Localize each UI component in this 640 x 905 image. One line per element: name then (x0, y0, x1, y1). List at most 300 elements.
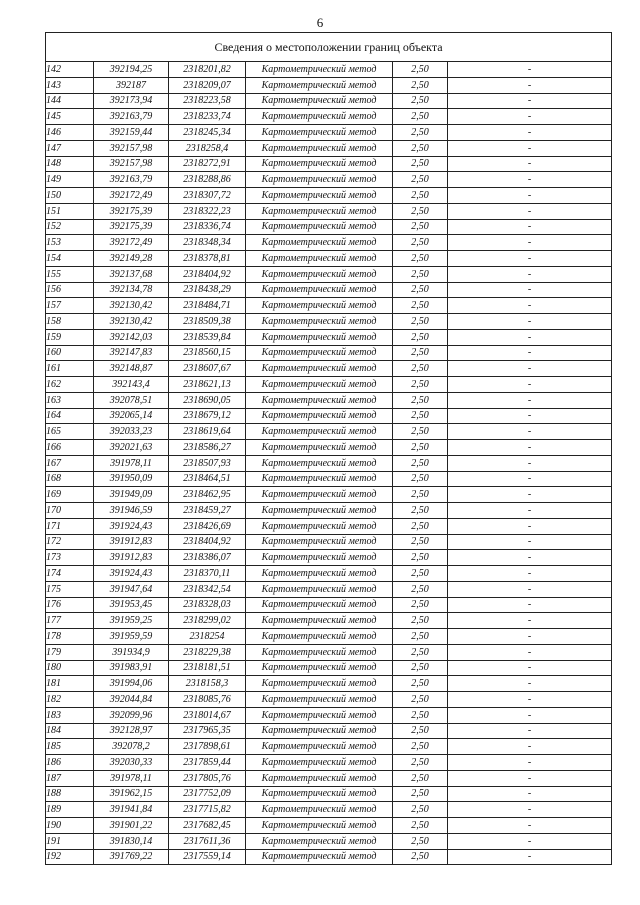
y-coordinate-cell: 2318378,81 (169, 251, 246, 267)
point-number-cell: 189 (46, 802, 94, 818)
accuracy-cell: 2,50 (393, 345, 448, 361)
accuracy-cell: 2,50 (393, 62, 448, 78)
y-coordinate-cell: 2318223,58 (169, 93, 246, 109)
method-cell: Картометрический метод (246, 692, 393, 708)
method-cell: Картометрический метод (246, 739, 393, 755)
y-coordinate-cell: 2318085,76 (169, 692, 246, 708)
description-cell: - (448, 739, 612, 755)
description-cell: - (448, 329, 612, 345)
method-cell: Картометрический метод (246, 644, 393, 660)
point-number-cell: 166 (46, 440, 94, 456)
x-coordinate-cell: 392194,25 (94, 62, 169, 78)
table-row (46, 660, 612, 676)
x-coordinate-cell: 392159,44 (94, 125, 169, 141)
accuracy-cell: 2,50 (393, 723, 448, 739)
x-coordinate-cell: 391959,59 (94, 629, 169, 645)
table-row (46, 833, 612, 849)
method-cell: Картометрический метод (246, 424, 393, 440)
method-cell: Картометрический метод (246, 849, 393, 865)
x-coordinate-cell: 391994,06 (94, 676, 169, 692)
method-cell: Картометрический метод (246, 581, 393, 597)
y-coordinate-cell: 2318158,3 (169, 676, 246, 692)
x-coordinate-cell: 392078,2 (94, 739, 169, 755)
description-cell: - (448, 219, 612, 235)
point-number-cell: 144 (46, 93, 94, 109)
accuracy-cell: 2,50 (393, 786, 448, 802)
x-coordinate-cell: 392078,51 (94, 392, 169, 408)
x-coordinate-cell: 391962,15 (94, 786, 169, 802)
point-number-cell: 152 (46, 219, 94, 235)
accuracy-cell: 2,50 (393, 629, 448, 645)
table-row (46, 802, 612, 818)
accuracy-cell: 2,50 (393, 125, 448, 141)
method-cell: Картометрический метод (246, 471, 393, 487)
point-number-cell: 151 (46, 203, 94, 219)
accuracy-cell: 2,50 (393, 534, 448, 550)
point-number-cell: 188 (46, 786, 94, 802)
x-coordinate-cell: 391901,22 (94, 818, 169, 834)
table-row (46, 77, 612, 93)
accuracy-cell: 2,50 (393, 550, 448, 566)
method-cell: Картометрический метод (246, 314, 393, 330)
point-number-cell: 183 (46, 707, 94, 723)
description-cell: - (448, 503, 612, 519)
table-row (46, 471, 612, 487)
y-coordinate-cell: 2317715,82 (169, 802, 246, 818)
method-cell: Картометрический метод (246, 613, 393, 629)
table-row (46, 503, 612, 519)
point-number-cell: 172 (46, 534, 94, 550)
method-cell: Картометрический метод (246, 503, 393, 519)
method-cell: Картометрический метод (246, 172, 393, 188)
method-cell: Картометрический метод (246, 660, 393, 676)
y-coordinate-cell: 2318229,38 (169, 644, 246, 660)
accuracy-cell: 2,50 (393, 613, 448, 629)
method-cell: Картометрический метод (246, 125, 393, 141)
x-coordinate-cell: 392157,98 (94, 140, 169, 156)
description-cell: - (448, 188, 612, 204)
description-cell: - (448, 424, 612, 440)
table-row (46, 739, 612, 755)
y-coordinate-cell: 2318560,15 (169, 345, 246, 361)
y-coordinate-cell: 2318404,92 (169, 266, 246, 282)
table-row (46, 93, 612, 109)
point-number-cell: 179 (46, 644, 94, 660)
y-coordinate-cell: 2318386,07 (169, 550, 246, 566)
x-coordinate-cell: 392130,42 (94, 298, 169, 314)
point-number-cell: 145 (46, 109, 94, 125)
table-row (46, 329, 612, 345)
accuracy-cell: 2,50 (393, 644, 448, 660)
accuracy-cell: 2,50 (393, 707, 448, 723)
y-coordinate-cell: 2318586,27 (169, 440, 246, 456)
method-cell: Картометрический метод (246, 440, 393, 456)
point-number-cell: 180 (46, 660, 94, 676)
description-cell: - (448, 581, 612, 597)
x-coordinate-cell: 392099,96 (94, 707, 169, 723)
x-coordinate-cell: 392173,94 (94, 93, 169, 109)
accuracy-cell: 2,50 (393, 140, 448, 156)
table-row (46, 613, 612, 629)
point-number-cell: 185 (46, 739, 94, 755)
description-cell: - (448, 597, 612, 613)
description-cell: - (448, 818, 612, 834)
method-cell: Картометрический метод (246, 392, 393, 408)
description-cell: - (448, 266, 612, 282)
point-number-cell: 175 (46, 581, 94, 597)
accuracy-cell: 2,50 (393, 377, 448, 393)
table-row (46, 266, 612, 282)
description-cell: - (448, 518, 612, 534)
description-cell: - (448, 802, 612, 818)
x-coordinate-cell: 392172,49 (94, 188, 169, 204)
table-row (46, 487, 612, 503)
x-coordinate-cell: 391978,11 (94, 770, 169, 786)
y-coordinate-cell: 2318679,12 (169, 408, 246, 424)
y-coordinate-cell: 2317559,14 (169, 849, 246, 865)
point-number-cell: 149 (46, 172, 94, 188)
table-row (46, 172, 612, 188)
accuracy-cell: 2,50 (393, 156, 448, 172)
point-number-cell: 160 (46, 345, 94, 361)
point-number-cell: 156 (46, 282, 94, 298)
x-coordinate-cell: 391953,45 (94, 597, 169, 613)
y-coordinate-cell: 2318336,74 (169, 219, 246, 235)
y-coordinate-cell: 2318370,11 (169, 566, 246, 582)
y-coordinate-cell: 2318690,05 (169, 392, 246, 408)
point-number-cell: 182 (46, 692, 94, 708)
table-row (46, 361, 612, 377)
accuracy-cell: 2,50 (393, 770, 448, 786)
description-cell: - (448, 644, 612, 660)
point-number-cell: 186 (46, 755, 94, 771)
table-row (46, 109, 612, 125)
accuracy-cell: 2,50 (393, 361, 448, 377)
y-coordinate-cell: 2318619,64 (169, 424, 246, 440)
table-row (46, 298, 612, 314)
description-cell: - (448, 314, 612, 330)
point-number-cell: 167 (46, 455, 94, 471)
description-cell: - (448, 849, 612, 865)
accuracy-cell: 2,50 (393, 282, 448, 298)
table-row (46, 424, 612, 440)
point-number-cell: 176 (46, 597, 94, 613)
method-cell: Картометрический метод (246, 597, 393, 613)
table-row (46, 629, 612, 645)
description-cell: - (448, 235, 612, 251)
accuracy-cell: 2,50 (393, 440, 448, 456)
table-row (46, 125, 612, 141)
y-coordinate-cell: 2317859,44 (169, 755, 246, 771)
point-number-cell: 170 (46, 503, 94, 519)
x-coordinate-cell: 391946,59 (94, 503, 169, 519)
y-coordinate-cell: 2318426,69 (169, 518, 246, 534)
method-cell: Картометрический метод (246, 833, 393, 849)
description-cell: - (448, 251, 612, 267)
description-cell: - (448, 345, 612, 361)
y-coordinate-cell: 2318348,34 (169, 235, 246, 251)
accuracy-cell: 2,50 (393, 566, 448, 582)
accuracy-cell: 2,50 (393, 660, 448, 676)
y-coordinate-cell: 2318209,07 (169, 77, 246, 93)
table-row (46, 692, 612, 708)
method-cell: Картометрический метод (246, 566, 393, 582)
method-cell: Картометрический метод (246, 156, 393, 172)
x-coordinate-cell: 392142,03 (94, 329, 169, 345)
y-coordinate-cell: 2318328,03 (169, 597, 246, 613)
section-title: Сведения о местоположении границ объекта (46, 33, 612, 62)
x-coordinate-cell: 392172,49 (94, 235, 169, 251)
y-coordinate-cell: 2317611,36 (169, 833, 246, 849)
table-row (46, 282, 612, 298)
y-coordinate-cell: 2318607,67 (169, 361, 246, 377)
point-number-cell: 181 (46, 676, 94, 692)
point-number-cell: 153 (46, 235, 94, 251)
point-number-cell: 187 (46, 770, 94, 786)
method-cell: Картометрический метод (246, 62, 393, 78)
method-cell: Картометрический метод (246, 676, 393, 692)
method-cell: Картометрический метод (246, 534, 393, 550)
x-coordinate-cell: 392137,68 (94, 266, 169, 282)
accuracy-cell: 2,50 (393, 172, 448, 188)
description-cell: - (448, 298, 612, 314)
point-number-cell: 162 (46, 377, 94, 393)
y-coordinate-cell: 2318233,74 (169, 109, 246, 125)
method-cell: Картометрический метод (246, 140, 393, 156)
x-coordinate-cell: 392149,28 (94, 251, 169, 267)
y-coordinate-cell: 2318272,91 (169, 156, 246, 172)
description-cell: - (448, 109, 612, 125)
description-cell: - (448, 692, 612, 708)
x-coordinate-cell: 392044,84 (94, 692, 169, 708)
table-row (46, 534, 612, 550)
point-number-cell: 177 (46, 613, 94, 629)
description-cell: - (448, 172, 612, 188)
point-number-cell: 173 (46, 550, 94, 566)
x-coordinate-cell: 391983,91 (94, 660, 169, 676)
description-cell: - (448, 455, 612, 471)
accuracy-cell: 2,50 (393, 818, 448, 834)
table-row (46, 408, 612, 424)
description-cell: - (448, 534, 612, 550)
point-number-cell: 164 (46, 408, 94, 424)
method-cell: Картометрический метод (246, 109, 393, 125)
y-coordinate-cell: 2318201,82 (169, 62, 246, 78)
accuracy-cell: 2,50 (393, 77, 448, 93)
table-row (46, 755, 612, 771)
point-number-cell: 190 (46, 818, 94, 834)
accuracy-cell: 2,50 (393, 471, 448, 487)
table-row (46, 723, 612, 739)
method-cell: Картометрический метод (246, 282, 393, 298)
x-coordinate-cell: 392187 (94, 77, 169, 93)
x-coordinate-cell: 392021,63 (94, 440, 169, 456)
description-cell: - (448, 77, 612, 93)
accuracy-cell: 2,50 (393, 487, 448, 503)
accuracy-cell: 2,50 (393, 93, 448, 109)
table-row (46, 644, 612, 660)
x-coordinate-cell: 392163,79 (94, 172, 169, 188)
y-coordinate-cell: 2318254 (169, 629, 246, 645)
point-number-cell: 150 (46, 188, 94, 204)
y-coordinate-cell: 2318014,67 (169, 707, 246, 723)
method-cell: Картометрический метод (246, 298, 393, 314)
point-number-cell: 184 (46, 723, 94, 739)
point-number-cell: 191 (46, 833, 94, 849)
point-number-cell: 169 (46, 487, 94, 503)
x-coordinate-cell: 392065,14 (94, 408, 169, 424)
table-row (46, 440, 612, 456)
method-cell: Картометрический метод (246, 77, 393, 93)
y-coordinate-cell: 2318342,54 (169, 581, 246, 597)
x-coordinate-cell: 392033,23 (94, 424, 169, 440)
accuracy-cell: 2,50 (393, 266, 448, 282)
method-cell: Картометрический метод (246, 188, 393, 204)
description-cell: - (448, 550, 612, 566)
y-coordinate-cell: 2318181,51 (169, 660, 246, 676)
table-row (46, 235, 612, 251)
description-cell: - (448, 566, 612, 582)
x-coordinate-cell: 391978,11 (94, 455, 169, 471)
accuracy-cell: 2,50 (393, 849, 448, 865)
table-row (46, 518, 612, 534)
table-row (46, 392, 612, 408)
description-cell: - (448, 487, 612, 503)
y-coordinate-cell: 2317898,61 (169, 739, 246, 755)
method-cell: Картометрический метод (246, 203, 393, 219)
x-coordinate-cell: 391912,83 (94, 534, 169, 550)
accuracy-cell: 2,50 (393, 455, 448, 471)
accuracy-cell: 2,50 (393, 833, 448, 849)
y-coordinate-cell: 2318539,84 (169, 329, 246, 345)
method-cell: Картометрический метод (246, 455, 393, 471)
y-coordinate-cell: 2318509,38 (169, 314, 246, 330)
description-cell: - (448, 282, 612, 298)
description-cell: - (448, 723, 612, 739)
x-coordinate-cell: 391934,9 (94, 644, 169, 660)
method-cell: Картометрический метод (246, 361, 393, 377)
table-row (46, 566, 612, 582)
x-coordinate-cell: 391941,84 (94, 802, 169, 818)
y-coordinate-cell: 2317752,09 (169, 786, 246, 802)
point-number-cell: 163 (46, 392, 94, 408)
description-cell: - (448, 140, 612, 156)
method-cell: Картометрический метод (246, 93, 393, 109)
accuracy-cell: 2,50 (393, 755, 448, 771)
table-row (46, 597, 612, 613)
description-cell: - (448, 408, 612, 424)
method-cell: Картометрический метод (246, 377, 393, 393)
table-row (46, 550, 612, 566)
point-number-cell: 161 (46, 361, 94, 377)
description-cell: - (448, 770, 612, 786)
method-cell: Картометрический метод (246, 408, 393, 424)
method-cell: Картометрический метод (246, 219, 393, 235)
y-coordinate-cell: 2318484,71 (169, 298, 246, 314)
x-coordinate-cell: 391769,22 (94, 849, 169, 865)
accuracy-cell: 2,50 (393, 802, 448, 818)
accuracy-cell: 2,50 (393, 188, 448, 204)
x-coordinate-cell: 391949,09 (94, 487, 169, 503)
table-row (46, 219, 612, 235)
point-number-cell: 159 (46, 329, 94, 345)
accuracy-cell: 2,50 (393, 109, 448, 125)
method-cell: Картометрический метод (246, 629, 393, 645)
method-cell: Картометрический метод (246, 723, 393, 739)
table-header-row (46, 33, 612, 62)
accuracy-cell: 2,50 (393, 692, 448, 708)
y-coordinate-cell: 2318299,02 (169, 613, 246, 629)
accuracy-cell: 2,50 (393, 739, 448, 755)
accuracy-cell: 2,50 (393, 581, 448, 597)
accuracy-cell: 2,50 (393, 314, 448, 330)
method-cell: Картометрический метод (246, 707, 393, 723)
method-cell: Картометрический метод (246, 251, 393, 267)
description-cell: - (448, 377, 612, 393)
y-coordinate-cell: 2318322,23 (169, 203, 246, 219)
point-number-cell: 147 (46, 140, 94, 156)
table-row (46, 251, 612, 267)
description-cell: - (448, 833, 612, 849)
page-number: 6 (316, 15, 324, 30)
description-cell: - (448, 613, 612, 629)
description-cell: - (448, 203, 612, 219)
description-cell: - (448, 471, 612, 487)
method-cell: Картометрический метод (246, 550, 393, 566)
method-cell: Картометрический метод (246, 786, 393, 802)
x-coordinate-cell: 391830,14 (94, 833, 169, 849)
table-row (46, 203, 612, 219)
method-cell: Картометрический метод (246, 235, 393, 251)
x-coordinate-cell: 391959,25 (94, 613, 169, 629)
description-cell: - (448, 786, 612, 802)
y-coordinate-cell: 2318459,27 (169, 503, 246, 519)
description-cell: - (448, 392, 612, 408)
accuracy-cell: 2,50 (393, 235, 448, 251)
table-row (46, 188, 612, 204)
description-cell: - (448, 440, 612, 456)
table-row (46, 676, 612, 692)
table-row (46, 818, 612, 834)
boundary-coordinates-table (45, 32, 612, 865)
description-cell: - (448, 629, 612, 645)
point-number-cell: 143 (46, 77, 94, 93)
table-body (46, 62, 612, 865)
point-number-cell: 171 (46, 518, 94, 534)
method-cell: Картометрический метод (246, 266, 393, 282)
x-coordinate-cell: 392143,4 (94, 377, 169, 393)
point-number-cell: 148 (46, 156, 94, 172)
x-coordinate-cell: 392175,39 (94, 219, 169, 235)
method-cell: Картометрический метод (246, 487, 393, 503)
y-coordinate-cell: 2318288,86 (169, 172, 246, 188)
method-cell: Картометрический метод (246, 770, 393, 786)
method-cell: Картометрический метод (246, 755, 393, 771)
accuracy-cell: 2,50 (393, 219, 448, 235)
point-number-cell: 142 (46, 62, 94, 78)
y-coordinate-cell: 2318464,51 (169, 471, 246, 487)
point-number-cell: 157 (46, 298, 94, 314)
accuracy-cell: 2,50 (393, 424, 448, 440)
table-row (46, 849, 612, 865)
x-coordinate-cell: 391924,43 (94, 518, 169, 534)
table-row (46, 314, 612, 330)
description-cell: - (448, 93, 612, 109)
y-coordinate-cell: 2317682,45 (169, 818, 246, 834)
point-number-cell: 192 (46, 849, 94, 865)
table-row (46, 377, 612, 393)
accuracy-cell: 2,50 (393, 392, 448, 408)
